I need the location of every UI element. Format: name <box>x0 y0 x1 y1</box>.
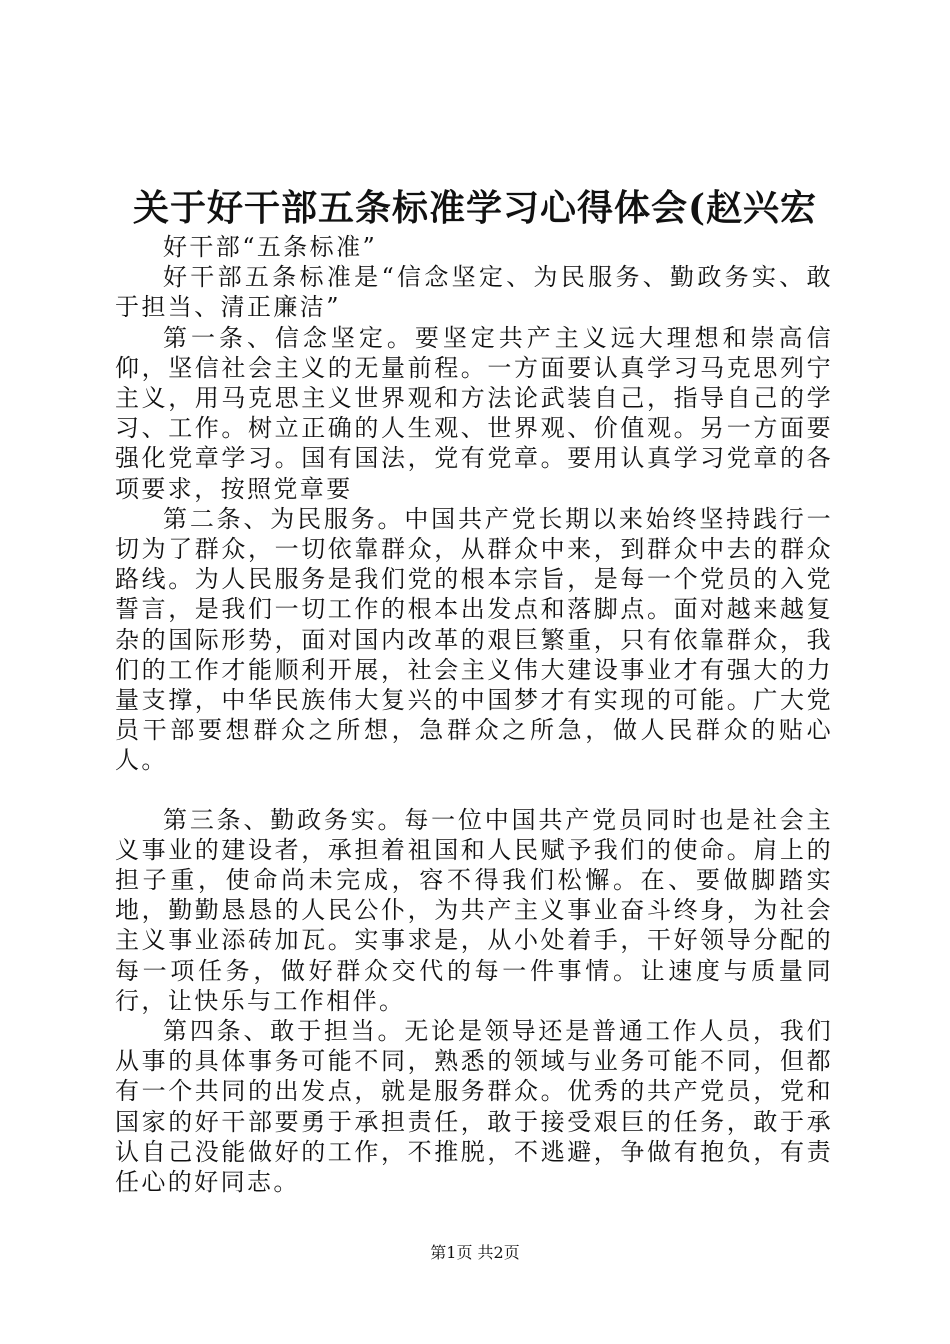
document-title: 关于好干部五条标准学习心得体会(赵兴宏 <box>132 187 818 229</box>
page-number-footer: 第1页 共2页 <box>430 1243 520 1262</box>
paragraph-article-4: 第四条、敢于担当。无论是领导还是普通工作人员，我们从事的具体事务可能不同，熟悉的领域与业务可能不同，但都有一个共同的出发点，就是服务群众。优秀的共产党员，党和国家的好干部要勇于承担责任，敢于接受艰巨的任务，敢于承认自己没能做好的工作，不推脱，不逃避，争做有抱负，有责任心的好同志。 <box>115 1017 833 1197</box>
paragraph-article-3: 第三条、勤政务实。每一位中国共产党员同时也是社会主义事业的建设者，承担着祖国和人民赋予我们的使命。肩上的担子重，使命尚未完成，容不得我们松懈。在、要做脚踏实地，勤勤恳恳的人民公仆，为共产主义事业奋斗终身，为社会主义事业添砖加瓦。实事求是，从小处着手，干好领导分配的每一项任务，做好群众交代的每一件事情。让速度与质量同行，让快乐与工作相伴。 <box>115 805 833 1015</box>
paragraph-article-2: 第二条、为民服务。中国共产党长期以来始终坚持践行一切为了群众，一切依靠群众，从群众中来，到群众中去的群众路线。为人民服务是我们党的根本宗旨，是每一个党员的入党誓言，是我们一切工作的根本出发点和落脚点。面对越来越复杂的国际形势，面对国内改革的艰巨繁重，只有依靠群众，我们的工作才能顺利开展，社会主义伟大建设事业才有强大的力量支撑，中华民族伟大复兴的中国梦才有实现的可能。广大党员干部要想群众之所想，急群众之所急，做人民群众的贴心人。 <box>115 504 833 775</box>
paragraph-article-1: 第一条、信念坚定。要坚定共产主义远大理想和崇高信仰，坚信社会主义的无量前程。一方面要认真学习马克思列宁主义，用马克思主义世界观和方法论武装自己，指导自己的学习、工作。树立正确的人生观、世界观、价值观。另一方面要强化党章学习。国有国法，党有党章。要用认真学习党章的各项要求，按照党章要 <box>115 323 833 503</box>
document-body <box>115 232 833 1197</box>
paragraph-intro: 好干部五条标准是“信念坚定、为民服务、勤政务实、敢于担当、清正廉洁” <box>115 263 833 322</box>
paragraph-heading: 好干部“五条标准” <box>163 233 378 261</box>
